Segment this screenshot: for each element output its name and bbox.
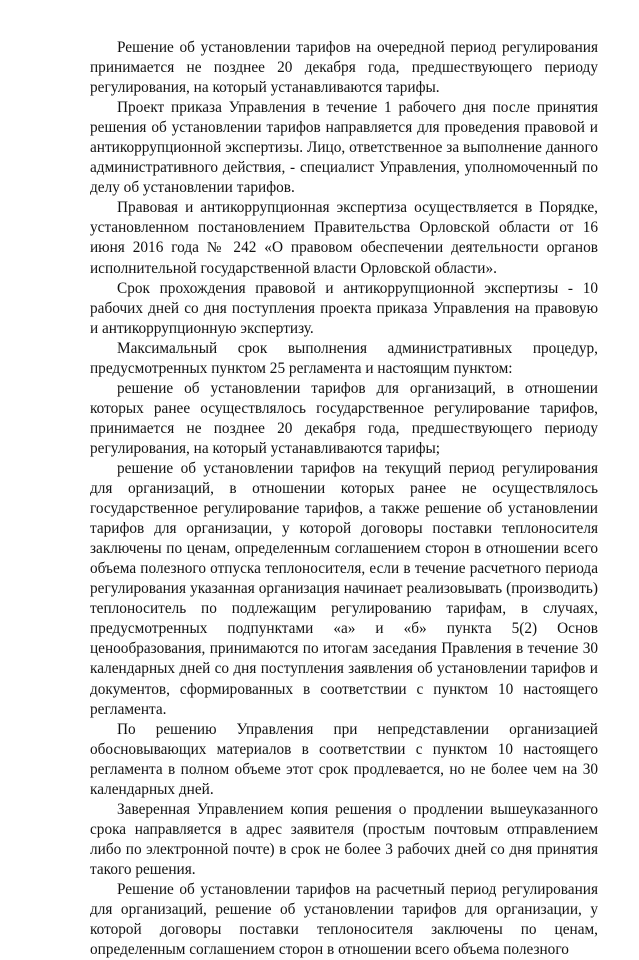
paragraph-regulated-organizations: решение об установлении тарифов для организаций, в отношении которых ранее осуществлялось государственное регулирование тарифов, принимается не позднее 20 декабря года, предшествующего периоду регулирования, на который устанавливаются тарифы; xyxy=(90,379,598,457)
paragraph-term-extension: По решению Управления при непредставлении организацией обосновывающих материалов в соответствии с пунктом 10 настоящего регламента в полном объеме этот срок продлевается, но не более чем на 30 календарных дней. xyxy=(90,720,598,798)
paragraph-calculation-period-decision: Решение об установлении тарифов на расчетный период регулирования для организаций, решение об установлении тарифов для организации, у которой договоры поставки теплоносителя заключены по ценам, определенным соглашением сторон в отношении всего объема полезного xyxy=(90,880,598,959)
paragraph-draft-order-expertise: Проект приказа Управления в течение 1 рабочего дня после принятия решения об установлении тарифов направляется для проведения правовой и антикоррупционной экспертизы. Лицо, ответственное за выполнение данного административного действия, - специалист Управления, уполномоченный по делу об установлении тарифов. xyxy=(90,99,598,197)
paragraph-expertise-term: Срок прохождения правовой и антикоррупционной экспертизы - 10 рабочих дней со дня поступления проекта приказа Управления на правовую и антикоррупционную экспертизу. xyxy=(90,279,598,337)
document-body xyxy=(90,38,598,960)
paragraph-tariff-decision-deadline: Решение об установлении тарифов на очередной период регулирования принимается не позднее 20 декабря года, предшествующего периоду регулирования, на который устанавливаются тарифы. xyxy=(90,39,598,97)
paragraph-expertise-procedure: Правовая и антикоррупционная экспертиза осуществляется в Порядке, установленном постановлением Правительства Орловской области от 16 июня 2016 года № 242 «О правовом обеспечении деятельности органов исполнительной государственной власти Орловской области». xyxy=(90,199,598,277)
paragraph-current-period-decision: решение об установлении тарифов на текущий период регулирования для организаций, в отношении которых ранее не осуществлялось государственное регулирование тарифов, а также решение об установлении тарифов для организации, у которой договоры поставки теплоносителя заключены по ценам, определенным соглашением сторон в отношении всего объема полезного отпуска теплоносителя, если в течение расчетного периода регулирования указанная организация начинает реализовывать (производить) теплоноситель по подлежащим регулированию тарифам, в случаях, предусмотренных подпунктами «а» и «б» пункта 5(2) Основ ценообразования, принимаются по итогам заседания Правления в течение 30 календарных дней со дня поступления заявления об установлении тарифов и документов, сформированных в соответствии с пунктом 10 настоящего регламента. xyxy=(90,459,598,718)
paragraph-extension-notice: Заверенная Управлением копия решения о продлении вышеуказанного срока направляется в адрес заявителя (простым почтовым отправлением либо по электронной почте) в срок не более 3 рабочих дней со дня принятия такого решения. xyxy=(90,800,598,878)
paragraph-maximum-term: Максимальный срок выполнения административных процедур, предусмотренных пунктом 25 регламента и настоящим пунктом: xyxy=(90,339,598,377)
